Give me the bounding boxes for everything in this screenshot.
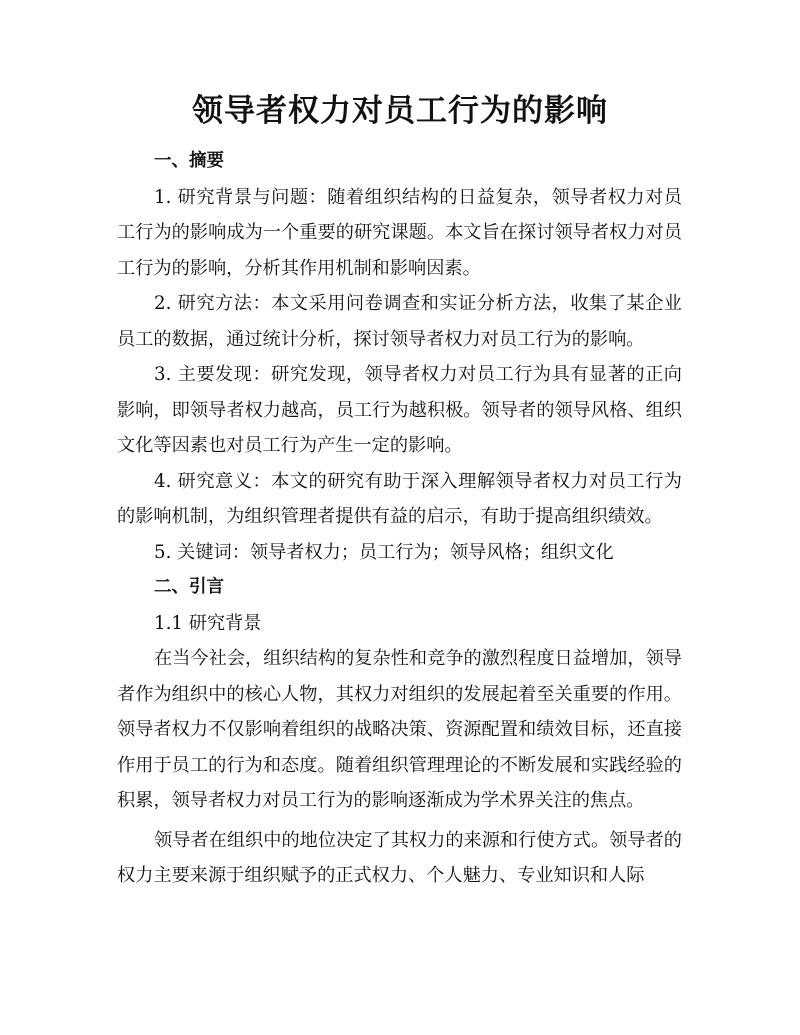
- intro-paragraph-1: 在当今社会，组织结构的复杂性和竞争的激烈程度日益增加，领导者作为组织中的核心人物，其权力对组织的发展起着至关重要的作用。领导者权力不仅影响着组织的战略决策、资源配置和绩效目标，还直接作用于员工的行为和态度。随着组织管理理论的不断发展和实践经验的积累，领导者权力对员工行为的影响逐渐成为学术界关注的焦点。: [117, 648, 682, 811]
- abstract-item-2: 2. 研究方法：本文采用问卷调查和实证分析方法，收集了某企业员工的数据，通过统计分析，探讨领导者权力对员工行为的影响。: [117, 293, 682, 350]
- abstract-heading: 一、摘要: [154, 151, 224, 171]
- intro-paragraph-2: 领导者在组织中的地位决定了其权力的来源和行使方式。领导者的权力主要来源于组织赋予的正式权力、个人魅力、专业知识和人际: [117, 829, 682, 886]
- document-title: 领导者权力对员工行为的影响: [192, 93, 608, 129]
- intro-heading: 二、引言: [154, 577, 224, 597]
- document-body: [117, 144, 682, 894]
- abstract-item-5: 5. 关键词：领导者权力；员工行为；领导风格；组织文化: [154, 541, 614, 563]
- abstract-item-4: 4. 研究意义：本文的研究有助于深入理解领导者权力对员工行为的影响机制，为组织管理者提供有益的启示，有助于提高组织绩效。: [117, 470, 682, 527]
- abstract-item-1: 1. 研究背景与问题：随着组织结构的日益复杂，领导者权力对员工行为的影响成为一个重要的研究课题。本文旨在探讨领导者权力对员工行为的影响，分析其作用机制和影响因素。: [117, 186, 682, 279]
- abstract-item-3: 3. 主要发现：研究发现，领导者权力对员工行为具有显著的正向影响，即领导者权力越高，员工行为越积极。领导者的领导风格、组织文化等因素也对员工行为产生一定的影响。: [117, 364, 682, 456]
- intro-subheading: 1.1 研究背景: [154, 612, 262, 634]
